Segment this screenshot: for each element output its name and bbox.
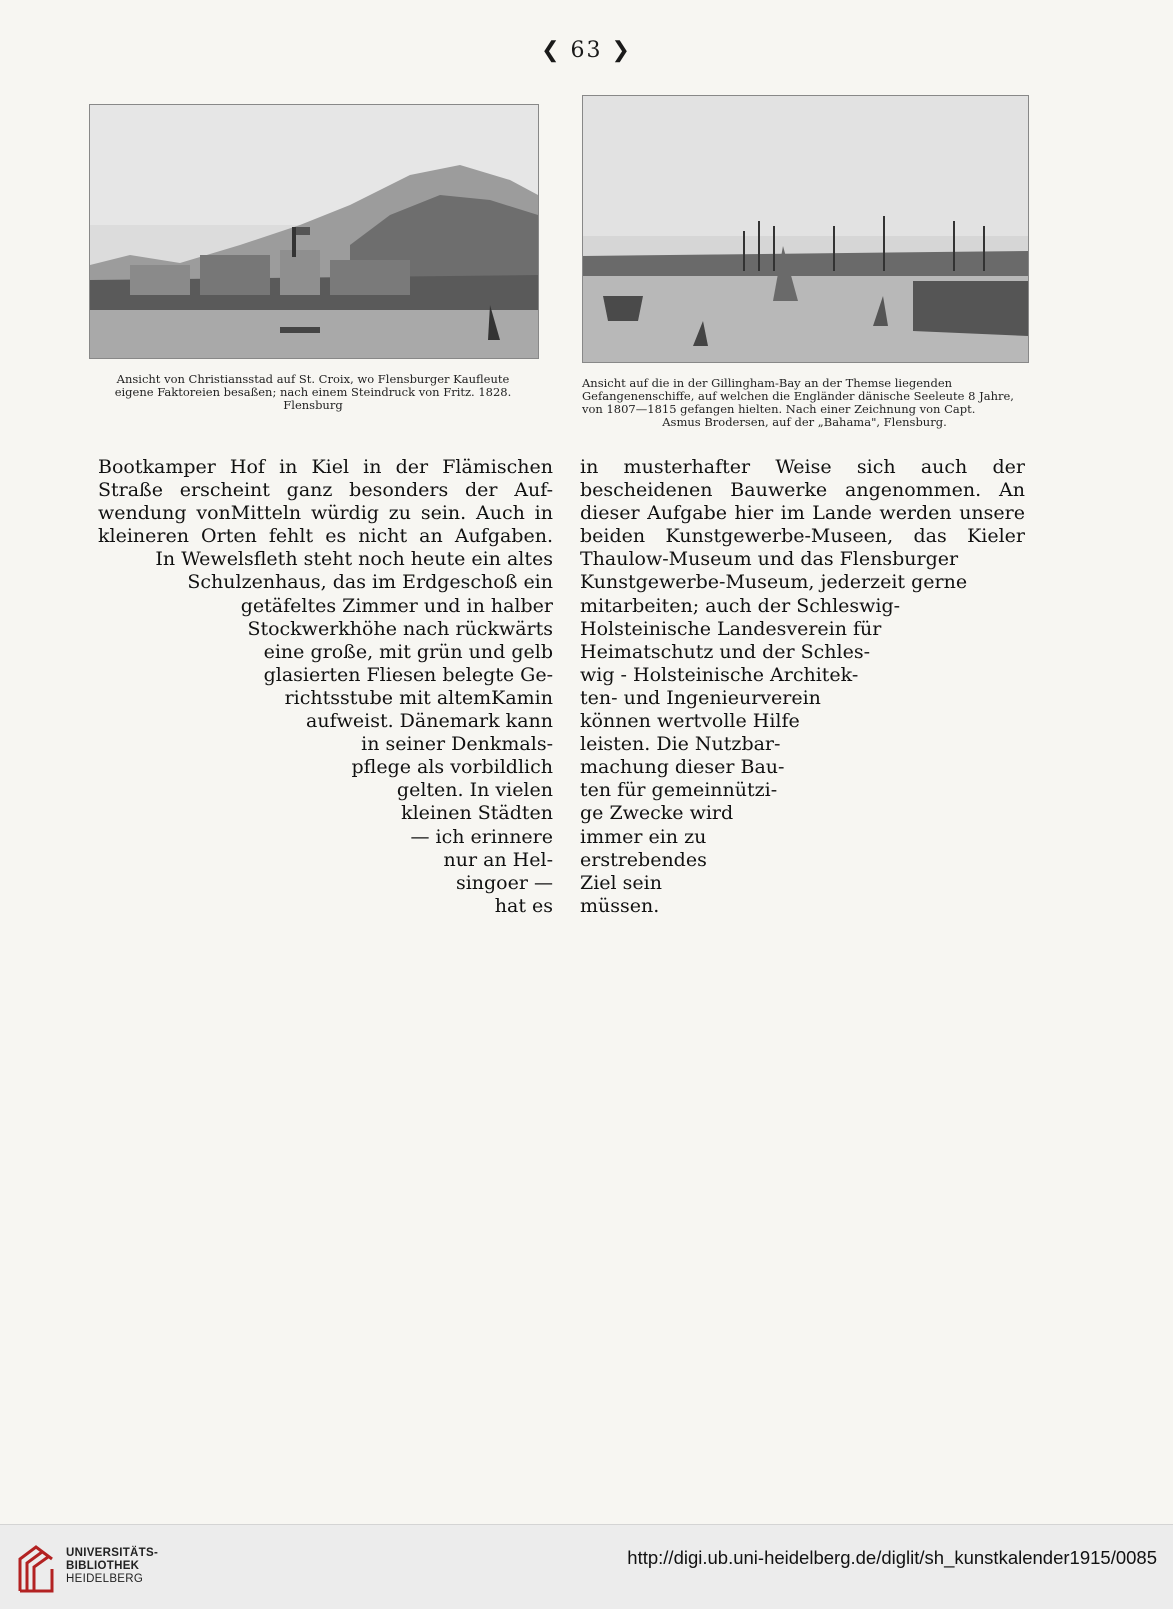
ornament-right: ❯	[611, 38, 632, 63]
ornament-left: ❮	[541, 38, 562, 63]
figure-caption-left: Ansicht von Christiansstad auf St. Croix, wo Flensburger Kaufleute eigene Faktoreien besaßen; nach einem Steindruck von Fritz. 1828. Flensburg	[114, 372, 512, 412]
text-column-left: Bootkamper Hof in Kiel in der Flämischen Straße erscheint ganz besonders der Auf- wendung vonMitteln würdig zu sein. Auch in kleineren Orten fehlt es nicht an Aufgaben. In Wewelsfleth steht noch heute ein altes Schulzenhaus, das im Erdgeschoß ein getäfeltes Zimmer und in halber Stockwerkhöhe nach rückwärts eine große, mit grün und gelb glasierten Fliesen belegte Ge- richtsstube mit altemKamin aufweist. Dänemark kann in seiner Denkmals- pflege als vorbildlich gelten. In vielen kleinen Städten — ich erinnere nur an Hel- singoer — hat es	[98, 456, 553, 917]
text-column-right: in musterhafter Weise sich auch der bescheidenen Bauwerke angenommen. An dieser Aufgabe hier im Lande werden unsere beiden Kunstgewerbe-Museen, das Kieler Thaulow-Museum und das Flensburger Kunstgewerbe-Museum, jederzeit gerne mitarbeiten; auch der Schleswig- Holsteinische Landesverein für Heimatschutz und der Schles- wig - Holsteinische Architek- ten- und Ingenieurverein können wertvolle Hilfe leisten. Die Nutzbar- machung dieser Bau- ten für gemeinnützi- ge Zwecke wird immer ein zu erstrebendes Ziel sein müssen.	[580, 456, 1025, 917]
footer-bar	[0, 1524, 1173, 1609]
figure-caption-right: Ansicht auf die in der Gillingham-Bay an der Themse liegenden Gefangenenschiffe, auf welchen die Engländer dänische Seeleute 8 Jahre, von 1807—1815 gefangen hielten. Nach einer Zeichnung von Capt. Asmus Brodersen, auf der „Bahama", Flensburg.	[582, 376, 1014, 429]
engraving-image	[582, 95, 1029, 363]
page-number: ❮ 63 ❯	[541, 38, 632, 63]
engraving-image	[89, 104, 539, 359]
figure-gillingham-bay	[582, 95, 1027, 429]
source-url-link[interactable]: http://digi.ub.uni-heidelberg.de/diglit/sh_kunstkalender1915/0085	[627, 1547, 1157, 1568]
figure-christiansstad	[89, 104, 537, 412]
library-name: UNIVERSITÄTS- BIBLIOTHEK HEIDELBERG	[66, 1547, 159, 1585]
university-library-logo-icon	[14, 1539, 58, 1597]
